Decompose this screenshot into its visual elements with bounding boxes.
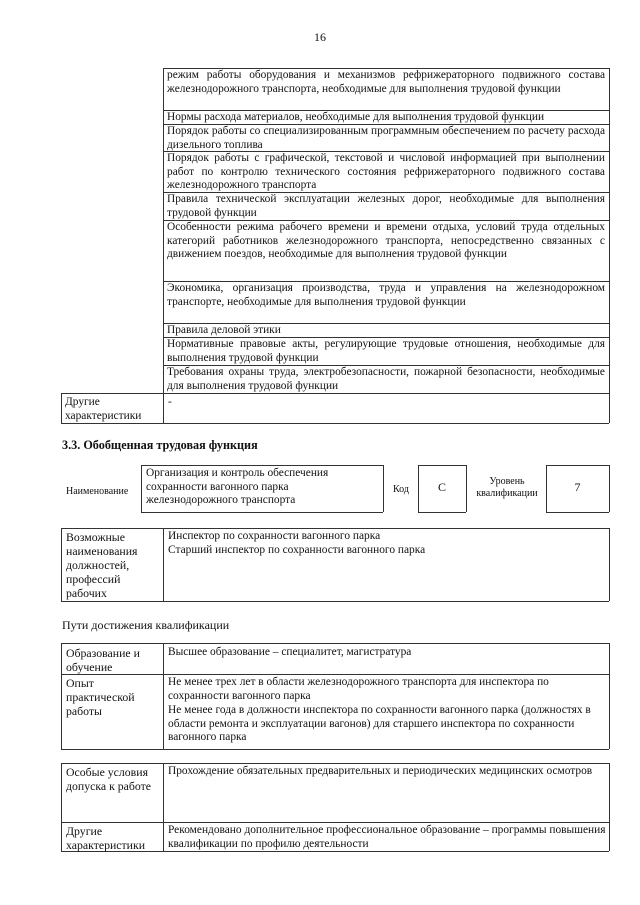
special-conditions-label: Особые условия допуска к работе — [66, 765, 152, 793]
other-characteristics-value: - — [168, 396, 172, 408]
experience-value-1: Не менее трех лет в области железнодорожного транспорта для инспектора по сохранности вагонного парка — [168, 676, 549, 702]
code-label: Код — [393, 484, 409, 495]
other-characteristics-2-value: Рекомендовано дополнительное профессиональное образование – программы повышения квалификации по профилю деятельности — [168, 824, 606, 850]
position-1: Инспектор по сохранности вагонного парка — [168, 530, 381, 542]
knowledge-item-9: Нормативные правовые акты, регулирующие трудовые отношения, необходимые для выполнения трудовой функции — [167, 338, 605, 364]
special-conditions-value: Прохождение обязательных предварительных и периодических медицинских осмотров — [168, 765, 593, 777]
knowledge-item-8: Правила деловой этики — [167, 324, 281, 336]
knowledge-item-3: Порядок работы со специализированным программным обеспечением по расчету расхода дизельного топлива — [167, 125, 605, 151]
knowledge-item-1: режим работы оборудования и механизмов рефрижераторного подвижного состава железнодорожного транспорта, необходимые для выполнения трудовой функции — [167, 69, 605, 95]
level-value: 7 — [574, 480, 581, 494]
positions-label: Возможные наименования должностей, профессий рабочих — [66, 530, 138, 600]
knowledge-item-5: Правила технической эксплуатации железных дорог, необходимые для выполнения трудовой функции — [167, 193, 605, 219]
education-label: Образование и обучение — [66, 646, 140, 674]
knowledge-item-4: Порядок работы с графической, текстовой и числовой информацией при выполнении работ по контролю технического состояния рефрижераторного подвижного состава железнодорожного транспорта — [167, 152, 605, 192]
section-title: 3.3. Обобщенная трудовая функция — [62, 438, 258, 452]
other-characteristics-2-label: Другие характеристики — [66, 824, 146, 852]
education-value: Высшее образование – специалитет, магистратура — [168, 646, 412, 658]
experience-value-2: Не менее года в должности инспектора по сохранности вагонного парка (должностях в области ремонта и эксплуатации вагонов) для старшего инспектора по сохранности вагонного парка — [168, 704, 591, 744]
other-characteristics-label: Другие характеристики — [65, 396, 142, 422]
position-2: Старший инспектор по сохранности вагонного парка — [168, 544, 426, 556]
level-label: Уровень квалификации — [476, 476, 538, 499]
code-value: C — [437, 480, 446, 494]
qualification-paths-title: Пути достижения квалификации — [62, 618, 230, 632]
knowledge-item-10: Требования охраны труда, электробезопасности, пожарной безопасности, необходимые для выполнения трудовой функции — [167, 366, 605, 392]
name-label: Наименование — [66, 486, 129, 497]
knowledge-item-7: Экономика, организация производства, труда и управления на железнодорожном транспорте, необходимые для выполнения трудовой функции — [167, 282, 605, 308]
experience-label: Опыт практической работы — [66, 676, 135, 718]
knowledge-item-6: Особенности режима рабочего времени и времени отдыха, условий труда отдельных категорий работников железнодорожного транспорта, непосредственно связанных с движением поездов, необходимые для выполнения трудовой функции — [167, 221, 605, 261]
function-name: Организация и контроль обеспечения сохранности вагонного парка железнодорожного транспорта — [146, 467, 329, 507]
knowledge-item-2: Нормы расхода материалов, необходимые для выполнения трудовой функции — [167, 111, 545, 123]
page-number: 16 — [314, 30, 326, 44]
